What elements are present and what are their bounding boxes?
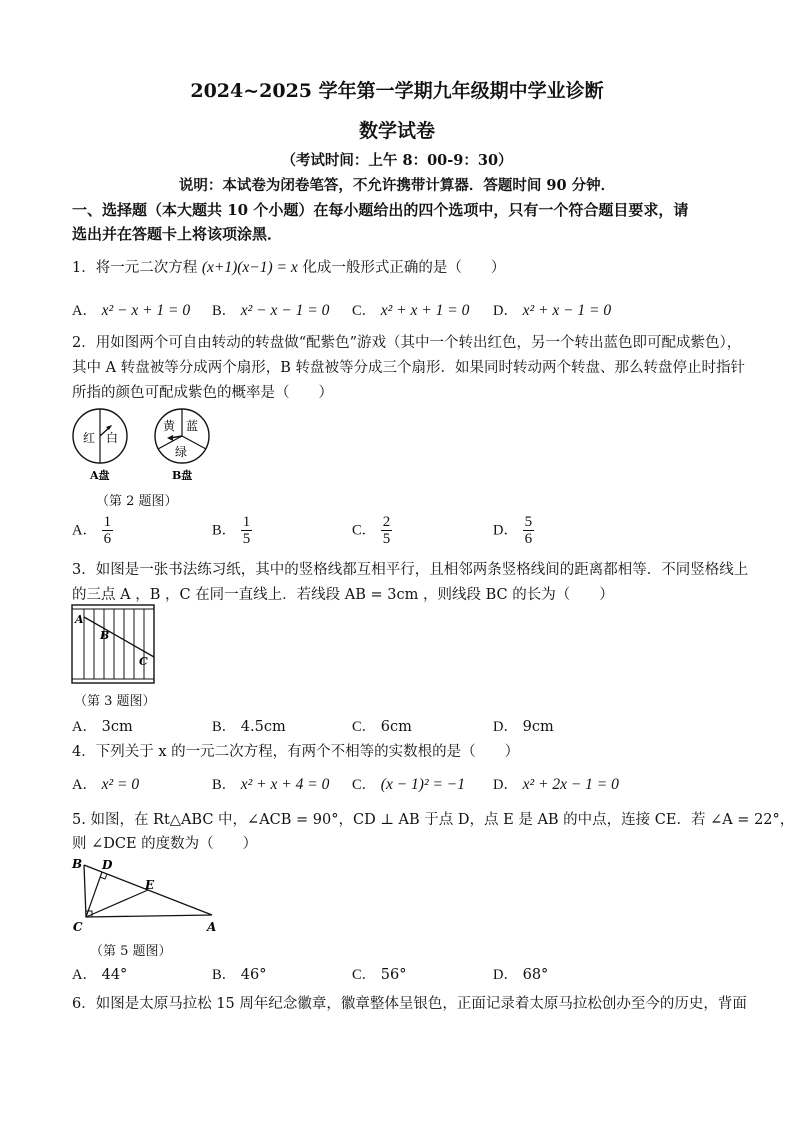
- disc-b-bottom-label: 绿: [175, 445, 188, 459]
- q4-option-c[interactable]: C． (x − 1)² = −1: [352, 776, 466, 793]
- q1-option-a[interactable]: A． x² − x + 1 = 0: [72, 302, 191, 319]
- disc-a-right-label: 白: [106, 431, 119, 445]
- q2-option-b[interactable]: B． $\frac{1}{5}$: [212, 514, 251, 547]
- point-c-label: C: [139, 655, 148, 668]
- q4-option-b[interactable]: B． x² + x + 4 = 0: [212, 776, 330, 793]
- q5-option-c[interactable]: C． 56°: [352, 967, 407, 983]
- q4-option-a[interactable]: A． x² = 0: [72, 776, 140, 793]
- q5-option-d[interactable]: D． 68°: [493, 967, 549, 983]
- q3-option-c[interactable]: C． 6cm: [352, 719, 412, 735]
- q5-option-a[interactable]: A． 44°: [72, 967, 128, 983]
- question-1: [72, 256, 505, 277]
- section-heading-line2: 选出并在答题卡上将该项涂黑．: [72, 225, 283, 243]
- q1-option-b[interactable]: B． x² − x − 1 = 0: [212, 302, 330, 319]
- calligraphy-paper-figure: [70, 603, 160, 687]
- point-a-label: A: [75, 613, 84, 626]
- q3-line2: 的三点 A ，B ，C 在同一直线上．若线段 AB = 3cm ，则线段 BC 的长为（ ）: [72, 587, 614, 603]
- spinner-figure: [66, 406, 236, 486]
- point-b-label: B: [100, 629, 110, 642]
- q2-option-d[interactable]: D． $\frac{5}{6}$: [493, 514, 533, 547]
- disc-b-top-right-label: 蓝: [186, 419, 199, 433]
- q6-line1: 6．如图是太原马拉松 15 周年纪念徽章，徽章整体呈银色，正面记录着太原马拉松创办至今的历史，背面: [72, 996, 747, 1012]
- exam-note: 说明：本试卷为闭卷笔答，不允许携带计算器．答题时间 90 分钟．: [178, 177, 616, 194]
- triangle-figure: [68, 853, 224, 937]
- q5-option-b[interactable]: B． 46°: [212, 967, 267, 983]
- exam-time: （考试时间：上午 8：00-9：30）: [281, 152, 513, 169]
- q3-option-d[interactable]: D． 9cm: [493, 719, 554, 735]
- q5-figure-caption: （第 5 题图）: [90, 944, 172, 959]
- q1-prefix: 1．将一元二次方程: [72, 260, 198, 276]
- q2-option-a[interactable]: A． $\frac{1}{6}$: [72, 514, 112, 547]
- point-d-label: D: [102, 858, 113, 872]
- point-e-label: E: [145, 878, 155, 892]
- q2-line1: 2．用如图两个可自由转动的转盘做“配紫色”游戏（其中一个转出红色，另一个转出蓝色即可配成紫色），: [72, 335, 742, 351]
- q1-equation: (x+1)(x−1) = x: [201, 259, 298, 276]
- q5-line1: 5. 如图，在 Rt△ABC 中，∠ACB = 90°，CD ⊥ AB 于点 D，点 E 是 AB 的中点，连接 CE．若 ∠A = 22°，: [72, 812, 794, 828]
- q3-line1: 3．如图是一张书法练习纸，其中的竖格线都互相平行，且相邻两条竖格线间的距离都相等．不同竖格线上: [72, 562, 749, 578]
- exam-title: 2024~2025 学年第一学期九年级期中学业诊断: [190, 80, 604, 102]
- q2-line3: 所指的颜色可配成紫色的概率是（ ）: [72, 385, 333, 401]
- q1-option-d[interactable]: D． x² + x − 1 = 0: [493, 302, 612, 319]
- disc-b-caption: B盘: [172, 469, 193, 482]
- disc-a-caption: A盘: [90, 469, 110, 482]
- disc-a-left-label: 红: [83, 431, 96, 445]
- vertex-c-label: C: [73, 920, 83, 934]
- disc-b-top-left-label: 黄: [163, 419, 176, 433]
- q3-figure-caption: （第 3 题图）: [74, 694, 156, 709]
- exam-subtitle: 数学试卷: [358, 120, 435, 142]
- q1-option-c[interactable]: C． x² + x + 1 = 0: [352, 302, 470, 319]
- q4-line1: 4．下列关于 x 的一元二次方程，有两个不相等的实数根的是（ ）: [72, 744, 520, 760]
- q3-option-b[interactable]: B． 4.5cm: [212, 719, 286, 735]
- q2-figure-caption: （第 2 题图）: [96, 494, 178, 509]
- section-heading-line1: 一、选择题（本大题共 10 个小题）在每小题给出的四个选项中，只有一个符合题目要求，请: [72, 201, 689, 219]
- q2-line2: 其中 A 转盘被等分成两个扇形，B 转盘被等分成三个扇形．如果同时转动两个转盘、那么转盘停止时指针: [72, 360, 745, 376]
- q3-option-a[interactable]: A． 3cm: [72, 719, 133, 735]
- q4-option-d[interactable]: D． x² + 2x − 1 = 0: [493, 776, 619, 793]
- vertex-a-label: A: [207, 920, 217, 934]
- q1-suffix: 化成一般形式正确的是（ ）: [302, 260, 506, 276]
- q2-option-c[interactable]: C． $\frac{2}{5}$: [352, 514, 391, 547]
- q5-line2: 则 ∠DCE 的度数为（ ）: [72, 836, 258, 852]
- vertex-b-label: B: [72, 857, 83, 871]
